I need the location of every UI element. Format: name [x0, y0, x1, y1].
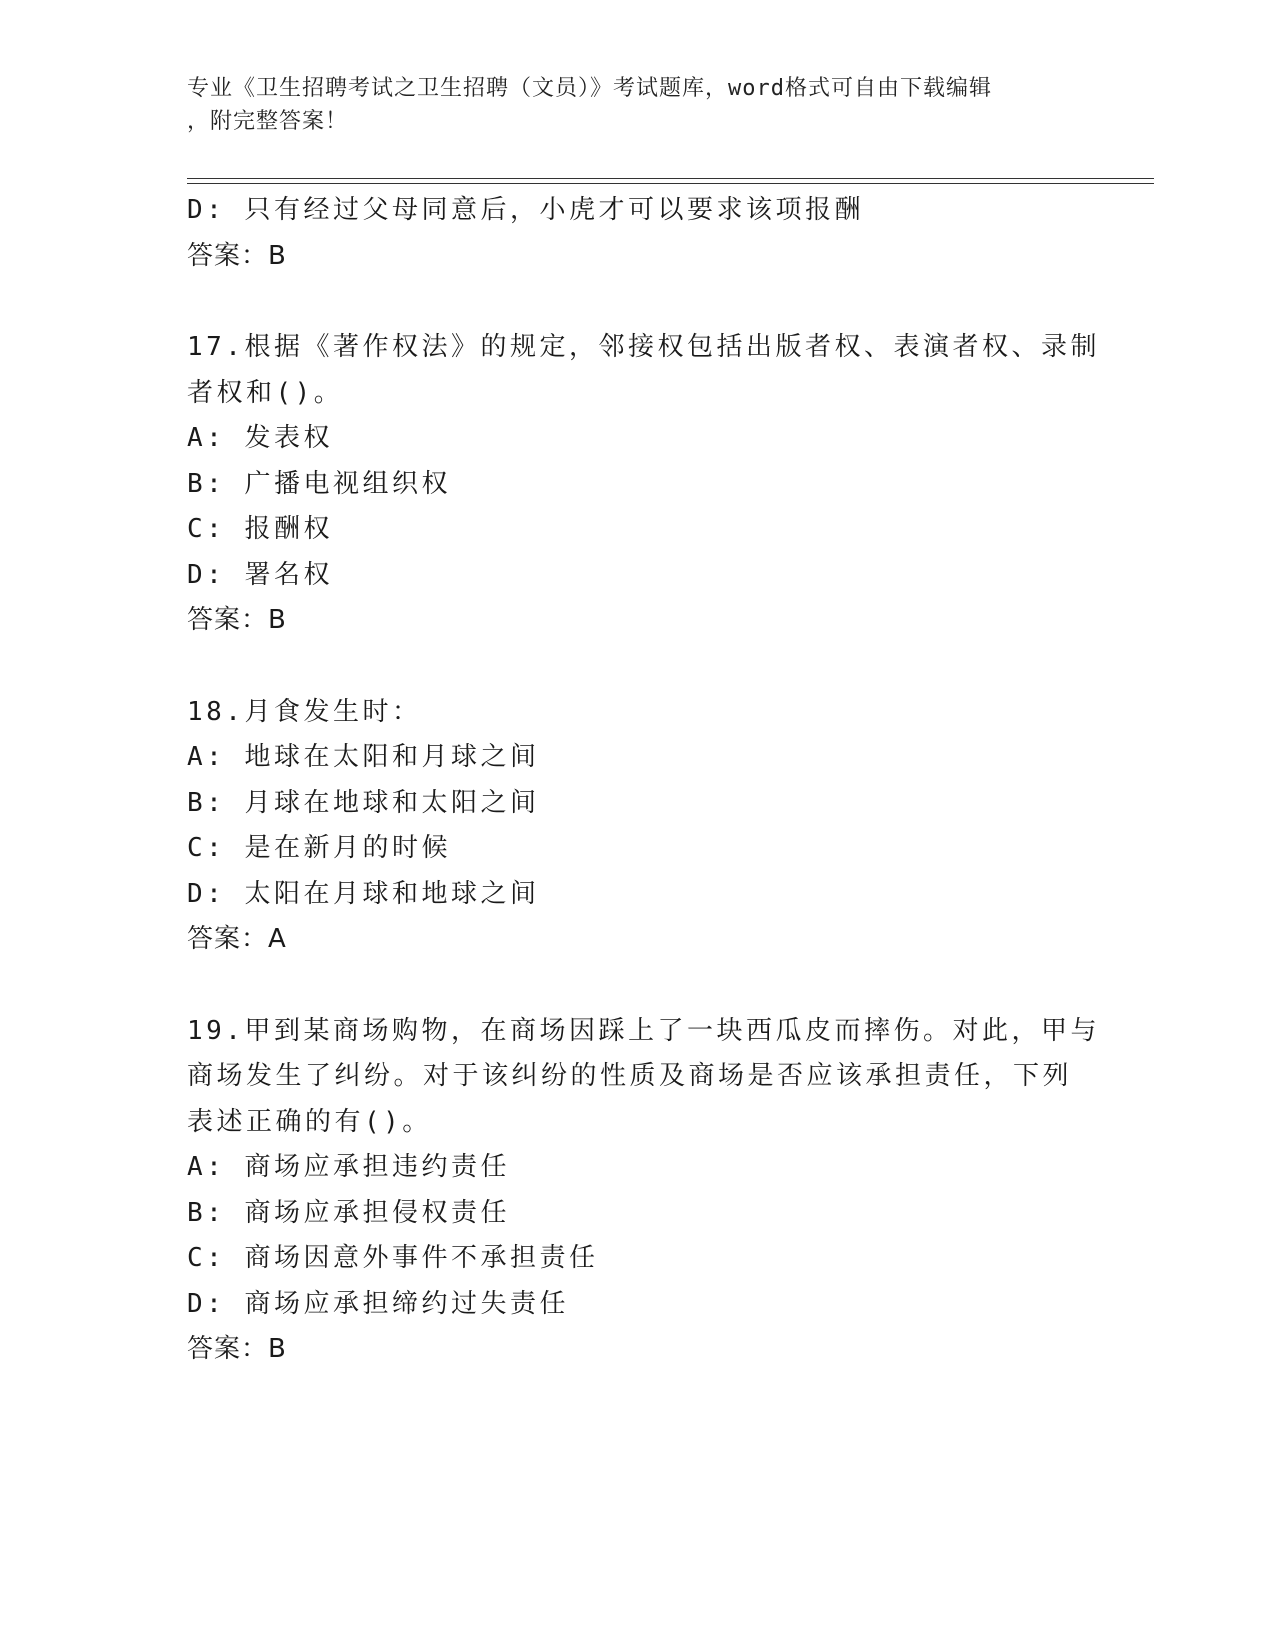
option-d: D: 太阳在月球和地球之间 [187, 878, 540, 909]
answer-line: 答案：B [187, 605, 287, 635]
question-16-tail [187, 188, 1087, 279]
question-stem: 17.根据《著作权法》的规定，邻接权包括出版者权、表演者权、录制 [187, 332, 1100, 362]
question-list [187, 188, 1100, 1373]
answer-line: 答案：B [187, 1334, 287, 1364]
option-a: A: 商场应承担违约责任 [187, 1152, 510, 1182]
question-stem-cont: 者权和()。 [187, 377, 344, 408]
option-d: D: 商场应承担缔约过失责任 [187, 1288, 569, 1319]
question-stem: 18.月食发生时： [187, 696, 422, 727]
question-17 [187, 325, 1100, 644]
header-divider-bottom [187, 183, 1154, 184]
option-c: C: 是在新月的时候 [187, 833, 451, 863]
question-stem: 19.甲到某商场购物，在商场因踩上了一块西瓜皮而摔伤。对此，甲与 [187, 1015, 1100, 1046]
option-c: C: 报酬权 [187, 514, 333, 544]
option-b: B: 广播电视组织权 [187, 468, 451, 499]
header-line-2: ，附完整答案！ [187, 109, 349, 134]
question-19 [187, 1009, 1100, 1373]
option-b: B: 月球在地球和太阳之间 [187, 787, 540, 818]
option-c: C: 商场因意外事件不承担责任 [187, 1243, 599, 1273]
question-stem-cont: 表述正确的有()。 [187, 1106, 432, 1137]
document-header [187, 72, 1067, 138]
answer-line: 答案：A [187, 924, 287, 954]
option-d: D: 署名权 [187, 559, 333, 590]
option-a: A: 地球在太阳和月球之间 [187, 742, 540, 772]
answer-line: 答案：B [187, 240, 287, 271]
question-18 [187, 690, 1087, 963]
option-d: D: 只有经过父母同意后，小虎才可以要求该项报酬 [187, 195, 864, 225]
question-stem-cont: 商场发生了纠纷。对于该纠纷的性质及商场是否应该承担责任，下列 [187, 1061, 1073, 1091]
option-b: B: 商场应承担侵权责任 [187, 1197, 510, 1228]
option-a: A: 发表权 [187, 423, 333, 453]
header-line-1: 专业《卫生招聘考试之卫生招聘（文员）》考试题库，word格式可自由下载编辑 [187, 76, 992, 101]
header-divider-top [187, 178, 1154, 179]
